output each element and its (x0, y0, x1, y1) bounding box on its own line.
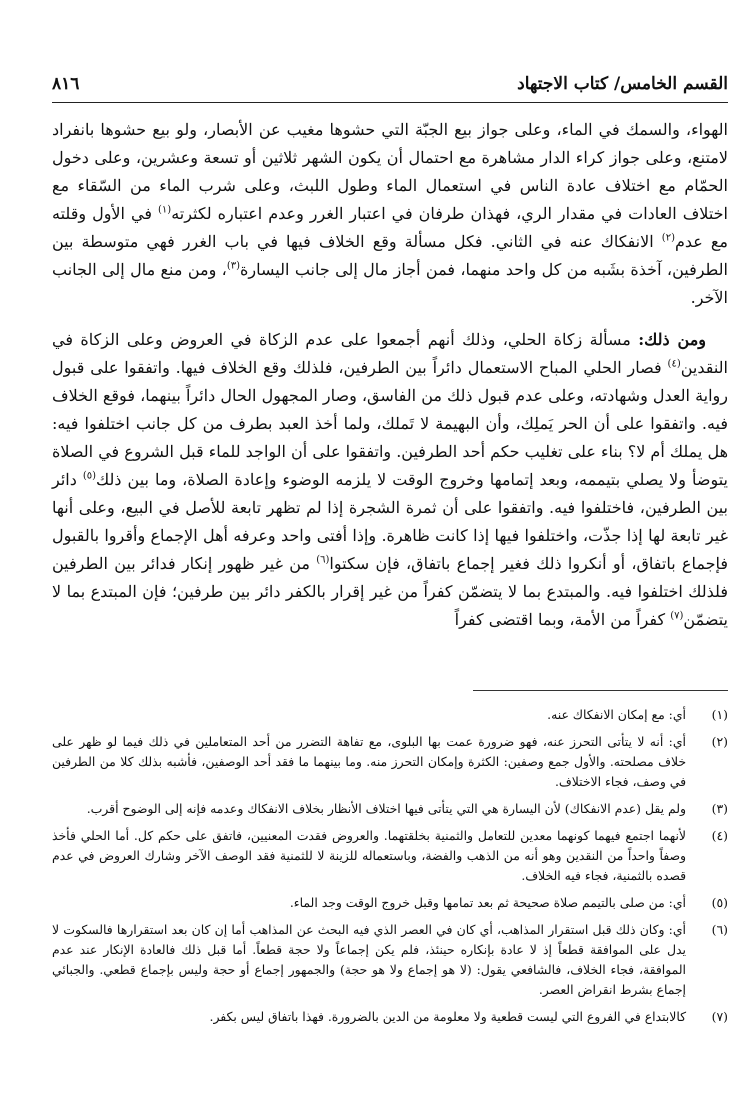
text-segment: ، ومن منع مال إلى الجانب الآخر. (52, 260, 728, 307)
footnote-text: لأنهما اجتمع فيهما كونهما معدين للتعامل والثمنية بخلقتهما. والعروض فقدت المعنيين، فاتفق على حكم كل. أما الحلي فأخذ وصفاً واحداً من النقدين وهو أنه من الذهب والفضة، وباستعماله للزينة لا للثمنية فقد الوصف الآخر وشارك العروض في عدم قصده بالثمنية، فجاء فيه الخلاف. (52, 828, 686, 883)
footnote (52, 920, 728, 1000)
paragraph-gharar (52, 116, 728, 312)
text-segment: الهواء، والسمك في الماء، وعلى جواز بيع الجبّة التي حشوها مغيب عن الأبصار، ولو بيع حشوها بانفراد لامتنع، وعلى جواز كراء الدار مشاهرة مع احتمال أن يكون الشهر ثلاثين أو تسعة وعشرين، وعلى دخول الحمّام مع اختلاف عادة الناس في استعمال الماء وطول اللبث، وعلى شرب الماء من السّقاء مع اختلاف العادات في مقدار الري، فهذان طرفان في اعتبار الغرر وعدم اعتباره لكثرته (52, 120, 729, 223)
text-segment: فصار الحلي المباح الاستعمال دائراً بين الطرفين، فلذلك وقع الخلاف فيها. واتفقوا على قبول رواية العدل وشهادته، وعلى عدم قبول ذلك من الفاسق، وصار المجهول الحال دائراً بينهما، فوقع الخلاف فيه. واتفقوا على أن الحر يَملِك، وأن البهيمة لا تَملك، ولما أخذ العبد بطرف من كل جانب اختلفوا فيه: هل يملك أم لا؟ بناء على تغليب حكم أحد الطرفين. واتفقوا على أن الواجد للماء قبل الشروع في الصلاة يتوضأ ولا يصلي بتيممه، وبعد إتمامها وخروج الوقت لا يلزمه الوضوء وإعادة الصلاة، وما بين ذلك (52, 358, 728, 489)
footnote (52, 799, 728, 819)
footnote (52, 732, 728, 792)
text-segment: الانفكاك عنه في الثاني. فكل مسألة وقع الخلاف فيها في باب الغرر فهي متوسطة بين الطرفين، آخذة بشَبه من كل واحد منهما، فمن أجاز مال إلى جانب اليسارة (52, 232, 728, 279)
text-segment: من غير ظهور إنكار فدائر بين الطرفين فلذلك اختلفوا فيه. والمبتدع بما لا يتضمّن كفراً من غير إقرار بالكفر دائر بين طرفين؛ فإن المبتدع بما لا يتضمّن (52, 554, 728, 629)
footnote-ref-7[interactable]: (٧) (670, 610, 684, 622)
footnote-text: أي: أنه لا يتأتى التحرز عنه، فهو ضرورة عمت بها البلوى، مع تفاهة التضرر من أحد المتعاملين في ذلك فيما لو ظهر على خلاف مصلحته. والأول جمع وصفين: الكثرة وإمكان التحرز منه. وما بينهما ما فقد أحد الوصفين، فأشبه بذلك كلا من الطرفين في وصف، فجاء الاختلاف. (52, 734, 686, 789)
footnote-ref-2[interactable]: (٢) (661, 232, 675, 244)
footnote (52, 826, 728, 886)
text-segment: كفراً من الأمة، وبما اقتضى كفراً (454, 610, 671, 629)
footnote-number: (٣) (711, 801, 728, 816)
book-page (52, 60, 728, 1080)
footnote-text: أي: مع إمكان الانفكاك عنه. (547, 707, 686, 722)
text-segment: دائر بين الطرفين، فاختلفوا فيه. واتفقوا على أن ثمرة الشجرة إذا لم تظهر تابعة للأصل في البيع، وعلى أنها غير تابعة لها إذا جذّت، واختلفوا فيها إذا كانت ظاهرة. وإذا أفتى واحد وعرفه أهل الإجماع وأقروا بالقبول فإجماع باتفاق، أو أنكروا ذلك فغير إجماع باتفاق، فإن سكتوا (52, 470, 728, 573)
footnote-ref-1[interactable]: (١) (158, 204, 172, 216)
footnote-separator (473, 690, 728, 691)
footnote-text: ولم يقل (عدم الانفكاك) لأن اليسارة هي التي يتأتى فيها اختلاف الأنظار بخلاف الانفكاك وعدمه فإنه إلى الوضوح أقرب. (86, 801, 686, 816)
running-header (52, 68, 728, 100)
footnote-ref-5[interactable]: (٥) (82, 470, 97, 482)
paragraph-zakat-hali (52, 326, 728, 634)
text-segment: في الأول وقلته مع عدم (52, 204, 729, 251)
footnote-ref-3[interactable]: (٣) (226, 260, 241, 272)
footnote (52, 705, 728, 725)
footnote-text: أي: من صلى بالتيمم صلاة صحيحة ثم بعد تمامها وقبل خروج الوقت وجد الماء. (289, 895, 686, 910)
footnote-number: (٧) (711, 1009, 728, 1024)
paragraph-lead: ومن ذلك: (638, 330, 706, 349)
footnote-number: (٦) (711, 922, 728, 937)
main-text (52, 116, 728, 634)
footnote-number: (١) (711, 707, 728, 722)
text-segment: مسألة زكاة الحلي، وذلك أنهم أجمعوا على عدم الزكاة في العروض وعلى الزكاة في النقدين (52, 330, 728, 377)
footnote-ref-4[interactable]: (٤) (667, 358, 681, 370)
page-number: ٨١٦ (52, 74, 80, 94)
footnote (52, 893, 728, 913)
footnote-number: (٤) (711, 828, 728, 843)
footnote-text: أي: وكان ذلك قبل استقرار المذاهب، أي كان في العصر الذي فيه البحث عن المذاهب أما إن كان بعد استقرارها فالسكوت لا يدل على الموافقة قطعاً إذ لا عادة بإنكاره حينئذ، فلم يكن إجماعاً ولا حجة قطعاً. أما قبل ذلك فالعادة الإنكار عند عدم الموافقة، فجاء الخلاف، فالشافعي يقول: (لا هو إجماع ولا هو حجة) والجمهور إجماع أو حجة وليس بإجماع قطعي. والجبائي إجماع بشرط انقراض العصر. (52, 922, 686, 997)
footnote-number: (٥) (711, 895, 728, 910)
footnotes (52, 705, 728, 1034)
footnote-ref-6[interactable]: (٦) (316, 554, 330, 566)
footnote (52, 1007, 728, 1027)
header-rule (52, 102, 728, 103)
footnote-text: كالابتداع في الفروع التي ليست قطعية ولا معلومة من الدين بالضرورة. فهذا باتفاق ليس بكفر. (209, 1009, 686, 1024)
section-title: القسم الخامس/ كتاب الاجتهاد (517, 74, 728, 94)
footnote-number: (٢) (711, 734, 728, 749)
